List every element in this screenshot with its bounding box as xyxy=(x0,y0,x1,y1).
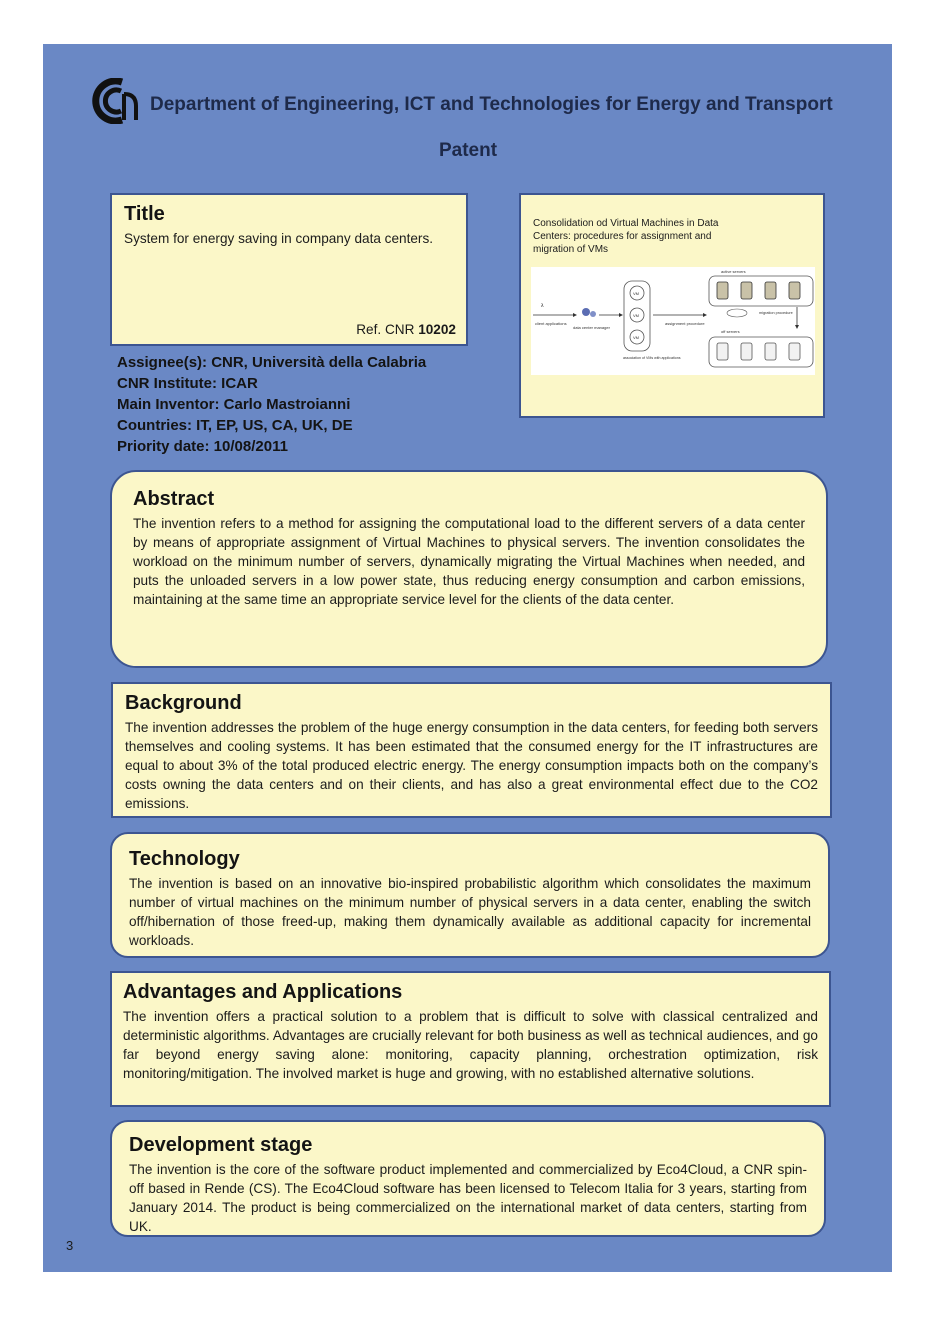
ref-value: 10202 xyxy=(418,322,456,337)
main-inventor: Main Inventor: Carlo Mastroianni xyxy=(117,396,351,413)
abstract-heading: Abstract xyxy=(133,488,215,510)
vm-consolidation-diagram xyxy=(531,267,815,375)
label-association: association of VMs with applications xyxy=(623,356,681,360)
label-manager: data center manager xyxy=(573,325,610,330)
svg-text:VM: VM xyxy=(633,335,639,340)
label-lambda: λ xyxy=(541,303,544,309)
countries: Countries: IT, EP, US, CA, UK, DE xyxy=(117,417,353,434)
department-title: Department of Engineering, ICT and Technologies for Energy and Transport xyxy=(150,94,833,115)
figure-box xyxy=(519,193,825,418)
document-type: Patent xyxy=(438,140,498,161)
label-client-applications: client applications xyxy=(535,321,567,326)
server-icon xyxy=(717,282,728,299)
advantages-text: The invention offers a practical solution to a problem that is difficult to solve with classical centralized and deterministic algorithms. Advantages are crucially relevant for both business as well as technical audiences, and go far beyond energy saving alone: monitoring, capacity planning, orchestration optimization, risk monitoring/mitigation. The involved market is huge and growing, with no established alternative solutions. xyxy=(123,1009,818,1081)
svg-text:VM: VM xyxy=(633,291,639,296)
cnr-institute: CNR Institute: ICAR xyxy=(117,375,258,392)
background-section xyxy=(111,682,832,818)
priority-date: Priority date: 10/08/2011 xyxy=(117,438,288,455)
label-assignment: assignment procedure xyxy=(665,321,705,326)
development-heading: Development stage xyxy=(129,1134,313,1156)
server-off-icon xyxy=(789,343,800,360)
server-icon xyxy=(765,282,776,299)
patent-metadata xyxy=(117,352,426,457)
advantages-heading: Advantages and Applications xyxy=(123,981,403,1003)
title-text: System for energy saving in company data centers. xyxy=(124,231,434,246)
server-icon xyxy=(789,282,800,299)
manager-icon xyxy=(582,308,590,316)
reference-number xyxy=(356,322,456,337)
server-off-icon xyxy=(717,343,728,360)
advantages-section xyxy=(110,971,831,1107)
ref-label: Ref. CNR xyxy=(356,322,415,337)
server-off-icon xyxy=(741,343,752,360)
background-heading: Background xyxy=(125,692,242,714)
technology-heading: Technology xyxy=(129,848,240,870)
label-active-servers: active servers xyxy=(721,269,746,274)
title-heading: Title xyxy=(124,203,165,225)
server-icon xyxy=(741,282,752,299)
title-box xyxy=(110,193,468,346)
page-number: 3 xyxy=(66,1238,74,1253)
svg-text:VM: VM xyxy=(633,313,639,318)
technology-section xyxy=(110,832,830,958)
abstract-text: The invention refers to a method for assigning the computational load to the different servers of a data center by means of appropriate assignment of Virtual Machines to physical servers. The invention consolidates the workload on the minimum number of servers, dynamically migrating the Virtual Machines when needed, and puts the unloaded servers in a low power state, thus reducing energy consumption and carbon emissions, maintaining at the same time an appropriate service level for the clients of the data center. xyxy=(133,516,805,607)
development-text: The invention is the core of the software product implemented and commercialized by Eco4Cloud, a CNR spin-off based in Rende (CS). The Eco4Cloud software has been licensed to Telecom Italia for 3 years, starting from January 2014. The product is being commercialized on the international market of data centers, starting from UK. xyxy=(129,1162,807,1234)
abstract-section xyxy=(110,470,828,668)
label-migration: migration procedure xyxy=(759,311,793,315)
server-off-icon xyxy=(765,343,776,360)
technology-text: The invention is based on an innovative bio-inspired probabilistic algorithm which consolidates the maximum number of virtual machines on the minimum number of physical servers in a data center, enabling the switch off/hibernation of those freed-up, making them dynamically available as additional capacity for incremental workloads. xyxy=(129,876,811,948)
cnr-logo-icon xyxy=(92,78,144,124)
figure-caption: Consolidation od Virtual Machines in Data Centers: procedures for assignment and migration of VMs xyxy=(533,218,719,255)
assignees: Assignee(s): CNR, Università della Calabria xyxy=(117,354,427,371)
label-off-servers: off servers xyxy=(721,329,740,334)
development-section xyxy=(110,1120,826,1237)
background-text: The invention addresses the problem of the huge energy consumption in the data centers, for feeding both servers themselves and cooling systems. It has been estimated that the consumed energy for the IT infrastructures are equal to about 3% of the total produced electric energy. The energy consumption impacts both on the company’s costs owning the data centers and on their clients, and has also a great environmental effect due to the CO2 emissions. xyxy=(125,720,818,811)
